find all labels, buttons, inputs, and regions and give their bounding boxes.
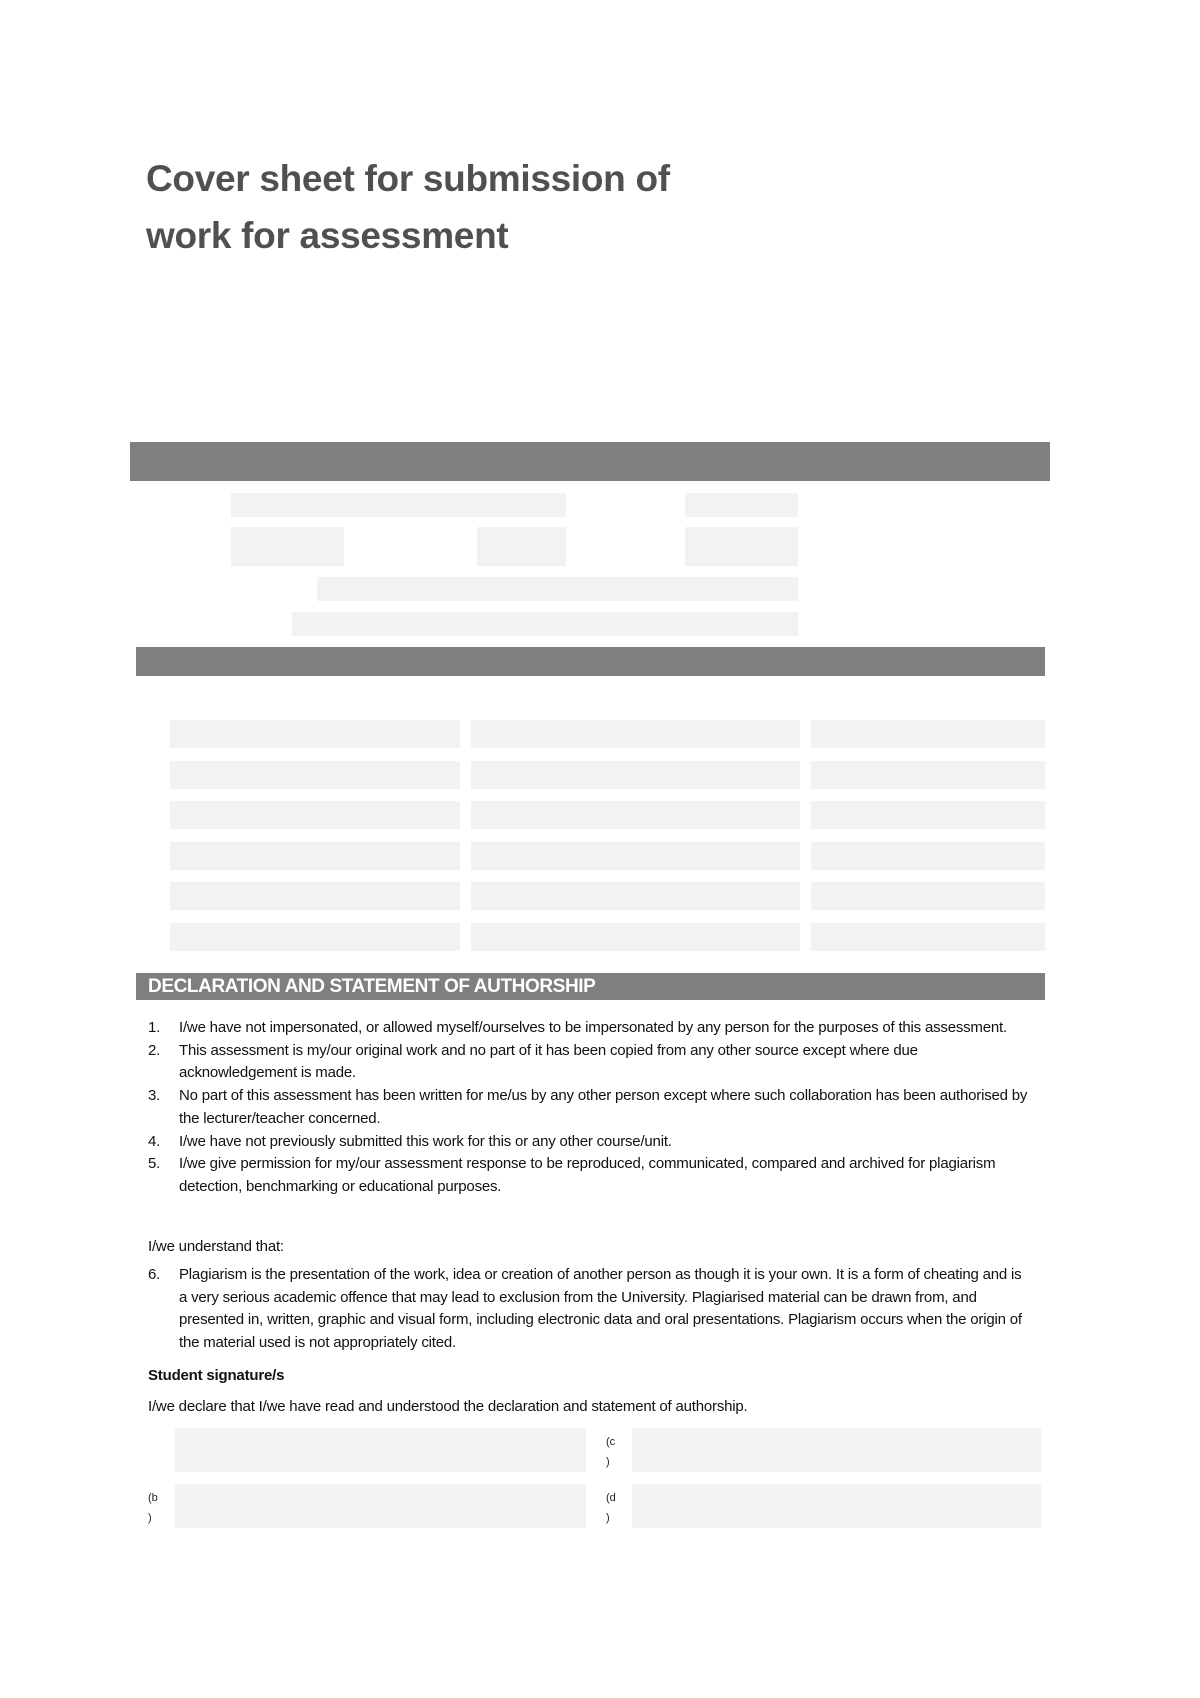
member-signature-field[interactable] [811,761,1045,789]
page-title-line-1: Cover sheet for submission of [146,158,670,199]
due-date-field[interactable] [685,527,798,566]
declaration-item-number: 5. [148,1155,161,1173]
declaration-item-number: 4. [148,1132,161,1150]
declaration-list [148,1017,1028,1199]
signature-field-b[interactable] [175,1484,586,1528]
student-name-field[interactable] [231,493,566,517]
declaration-item-text: I/we have not previously submitted this work for this or any other course/unit. [179,1132,672,1150]
unit-field[interactable] [477,527,566,566]
signature-label-d [606,1488,616,1528]
signature-label-c-top: (c [606,1436,616,1448]
member-id-field[interactable] [471,842,800,870]
declaration-item-text: No part of this assessment has been written for me/us by any other person except where such collaboration has been authorised by the lecturer/teacher concerned. [179,1087,1028,1127]
member-id-field[interactable] [471,882,800,910]
student-signatures-heading: Student signature/s [148,1367,285,1384]
declaration-item-text: Plagiarism is the presentation of the work, idea or creation of another person as though it is your own. It is a form of cheating and is a very serious academic offence that may lead to exclusion from the University. Plagiarised material can be drawn from, and presented in, written, graphic and visual form, including electronic data and oral presentations. Plagiarism occurs when the origin of the material used is not appropriately cited. [179,1266,1022,1352]
member-signature-field[interactable] [811,923,1045,951]
member-id-field[interactable] [471,720,800,748]
declaration-heading: DECLARATION AND STATEMENT OF AUTHORSHIP [136,973,1045,1000]
member-name-field[interactable] [170,923,460,951]
group-members-header-bar [136,647,1045,676]
member-id-field[interactable] [471,923,800,951]
member-name-field[interactable] [170,801,460,829]
lecturer-field[interactable] [292,612,798,636]
signature-label-b-bottom: ) [148,1512,152,1524]
member-name-field[interactable] [170,720,460,748]
signature-label-b [148,1488,158,1528]
declaration-item-number: 1. [148,1019,161,1036]
assignment-title-field[interactable] [317,577,798,601]
declaration-item [148,1040,1028,1085]
member-signature-field[interactable] [811,882,1045,910]
declaration-item [148,1153,1028,1198]
member-signature-field[interactable] [811,720,1045,748]
member-name-field[interactable] [170,761,460,789]
declaration-item [148,1017,1028,1040]
declaration-item-text: This assessment is my/our original work and no part of it has been copied from any other source except where due acknowledgement is made. [179,1041,918,1082]
signature-label-b-top: (b [148,1492,158,1504]
signature-field-a[interactable] [175,1428,586,1472]
understand-intro: I/we understand that: [148,1238,284,1255]
declaration-item-number: 2. [148,1041,161,1059]
signature-label-d-top: (d [606,1492,616,1504]
signature-field-d[interactable] [632,1484,1041,1528]
student-id-field[interactable] [685,493,798,517]
plagiarism-list [148,1264,1028,1355]
declaration-item [148,1085,1028,1130]
signature-statement: I/we declare that I/we have read and understood the declaration and statement of authorship. [148,1398,748,1415]
declaration-item-number: 3. [148,1087,161,1105]
page-title-line-2: work for assessment [146,215,509,256]
declaration-item-number: 6. [148,1266,161,1283]
declaration-item-text: I/we give permission for my/our assessment response to be reproduced, communicated, compared and archived for plagiarism detection, benchmarking or educational purposes. [179,1155,996,1195]
page-title [146,150,766,264]
member-signature-field[interactable] [811,801,1045,829]
member-name-field[interactable] [170,842,460,870]
declaration-item [148,1264,1028,1355]
member-id-field[interactable] [471,761,800,789]
member-id-field[interactable] [471,801,800,829]
course-field[interactable] [231,527,344,566]
student-details-header-bar [130,442,1050,481]
signature-field-c[interactable] [632,1428,1041,1472]
declaration-item [148,1131,1028,1154]
member-name-field[interactable] [170,882,460,910]
signature-label-c [606,1432,615,1472]
declaration-item-text: I/we have not impersonated, or allowed myself/ourselves to be impersonated by any person for the purposes of this assessment. [179,1019,1007,1036]
signature-label-d-bottom: ) [606,1512,610,1524]
member-signature-field[interactable] [811,842,1045,870]
signature-label-c-bottom: ) [606,1456,610,1468]
